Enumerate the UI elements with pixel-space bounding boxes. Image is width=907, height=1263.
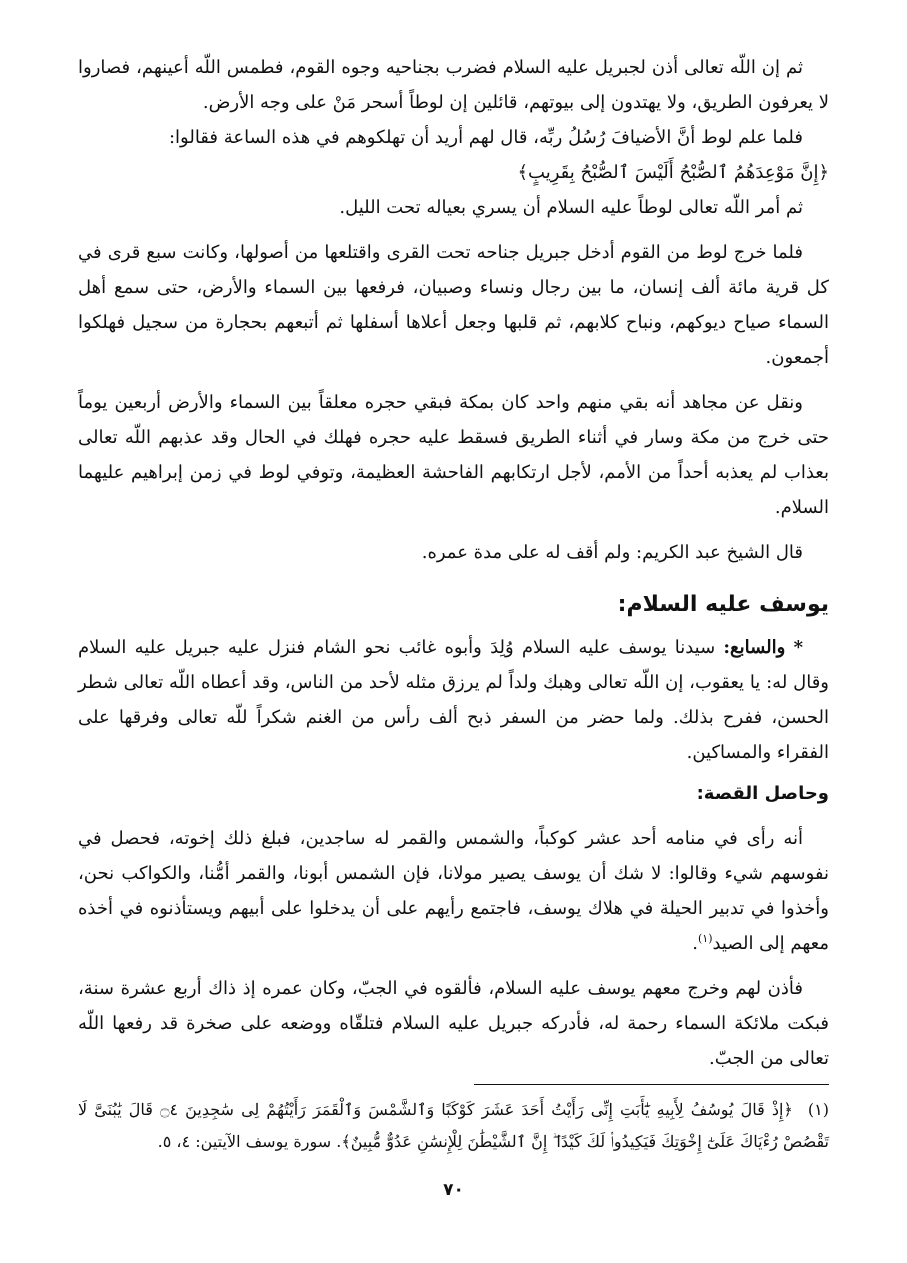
paragraph-villages-uprooted: فلما خرج لوط من القوم أدخل جبريل جناحه تحت القرى واقتلعها من أصولها، وكانت سبع قرى في كل قرية مائة ألف إنسان، ما بين رجال ونساء وصبيان، فرفعها بين السماء والأرض، حتى سمع أهل السماء صياح ديوكهم، ونباح كلابهم، ثم قلبها وجعل أعلاها أسفلها ثم أتبعهم بحجارة من سجيل فهلكوا أجمعون. bbox=[78, 242, 829, 368]
paragraph-lot-knows: فلما علم لوط أنَّ الأضيافَ رُسُلُ ربِّه، قال لهم أريد أن تهلكوهم في هذه الساعة فقالوا: bbox=[168, 127, 803, 148]
seventh-text: سيدنا يوسف عليه السلام وُلِدَ وأبوه غائب نحو الشام فنزل عليه جبريل عليه السلام وقال له: يا يعقوب، إن اللّه تعالى وهبك ولداً لم يرزق مثله لأحد من الناس، وقد أعطاه اللّه تعالى شطر الحسن، ففرح بذلك. ولما حضر من السفر ذبح ألف رأس من الغنم شكراً للّه تعالى وفرقها على الفقراء والمساكين. bbox=[78, 637, 829, 763]
paragraph-night-departure: ثم أمر اللّه تعالى لوطاً عليه السلام أن يسري بعياله تحت الليل. bbox=[339, 197, 803, 218]
footnote-number: (١) bbox=[807, 1100, 830, 1119]
paragraph-mujahid-narration: ونقل عن مجاهد أنه بقي منهم واحد كان بمكة فبقي حجره معلقاً بين السماء والأرض أربعين يوماً حتى خرج من مكة وسار في أثناء الطريق فسقط عليه حجره فهلك في الحال وقد عذبهم اللّه تعالى بعذاب لم يعذبه أحداً من الأمم، لأجل ارتكابهم الفاحشة العظيمة، وتوفي لوط في زمن إبراهيم عليهما السلام. bbox=[78, 392, 829, 518]
paragraph-dream bbox=[78, 821, 829, 961]
footnote-divider bbox=[474, 1084, 829, 1085]
paragraph-shaykh-note: قال الشيخ عبد الكريم: ولم أقف له على مدة عمره. bbox=[421, 542, 803, 563]
footnote-reference[interactable]: (١) bbox=[697, 932, 713, 945]
dream-end: . bbox=[692, 933, 698, 954]
paragraph-seventh bbox=[78, 630, 829, 770]
section-heading-yusuf: يوسف عليه السلام: bbox=[617, 592, 829, 617]
story-heading: وحاصل القصة: bbox=[696, 783, 829, 804]
star-marker: * bbox=[793, 637, 803, 658]
seventh-lead: والسابع: bbox=[723, 637, 786, 658]
footnote bbox=[78, 1094, 829, 1158]
quran-quote-morning: ﴿إِنَّ مَوْعِدَهُمُ ٱلصُّبْحُ أَلَيْسَ ٱلصُّبْحُ بِقَرِيبٍ﴾ bbox=[517, 162, 829, 183]
page-number: ٧٠ bbox=[443, 1180, 464, 1200]
dream-text: أنه رأى في منامه أحد عشر كوكباً، والشمس والقمر له ساجدين، فبلغ ذلك إخوته، فحصل في نفوسهم شيء وقالوا: لا شك أن يوسف يصير مولانا، فإن الشمس أبونا، والقمر أمُّنا، والكواكب نحن، وأخذوا في تدبير الحيلة في هلاك يوسف، فاجتمع رأيهم على أن يدخلوا على أبيهم ويستأذنوه في أخذه معهم إلى الصيد bbox=[78, 828, 829, 954]
main-text bbox=[78, 50, 829, 1076]
paragraph-well: فأذن لهم وخرج معهم يوسف عليه السلام، فألقوه في الجبّ، وكان عمره إذ ذاك أربع عشرة سنة، فبكت ملائكة السماء رحمة له، فأدركه جبريل عليه السلام فتلقّاه ووضعه على صخرة قد رفعها اللّه تعالى من الجبّ. bbox=[78, 978, 829, 1069]
footnote-text: ﴿إِذْ قَالَ يُوسُفُ لِأَبِيهِ يَٰٓأَبَتِ إِنِّى رَأَيْتُ أَحَدَ عَشَرَ كَوْكَبًا وَٱلشَّمْسَ وَٱلْقَمَرَ رَأَيْتُهُمْ لِى سَٰجِدِينَ ۝٤ قَالَ يَٰبُنَىَّ لَا تَقْصُصْ رُءْيَاكَ عَلَىٰٓ إِخْوَتِكَ فَيَكِيدُوا۟ لَكَ كَيْدًا ۖ إِنَّ ٱلشَّيْطَٰنَ لِلْإِنسَٰنِ عَدُوٌّ مُّبِينٌ﴾. سورة يوسف الآيتين: ٤، ٥. bbox=[78, 1100, 829, 1151]
paragraph-angels-strike: ثم إن اللّه تعالى أذن لجبريل عليه السلام فضرب بجناحيه وجوه القوم، فطمس اللّه أعينهم، فصاروا لا يعرفون الطريق، ولا يهتدون إلى بيوتهم، قائلين إن لوطاً أسحر مَنْ على وجه الأرض. bbox=[78, 57, 829, 113]
